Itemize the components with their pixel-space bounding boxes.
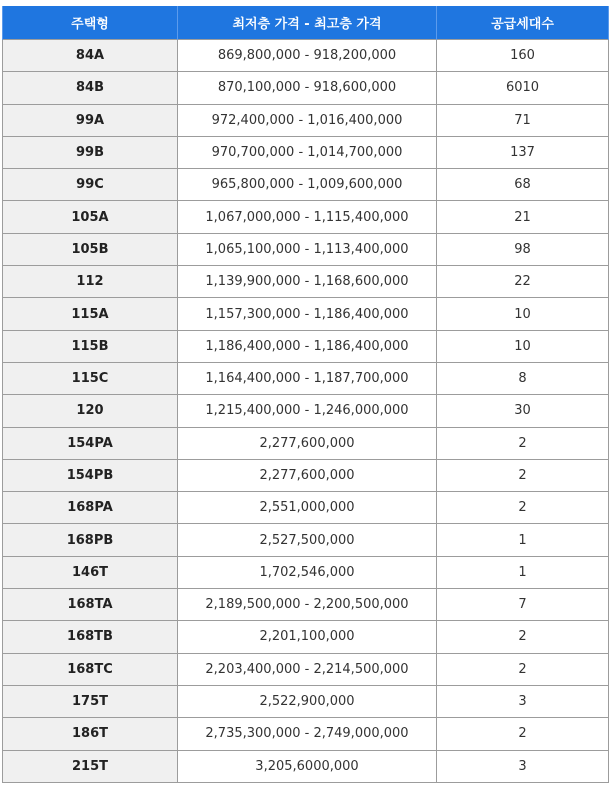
type-cell: 146T (3, 556, 178, 588)
table-row (3, 201, 609, 233)
units-cell: 160 (437, 40, 609, 72)
price-cell: 869,800,000 - 918,200,000 (178, 40, 437, 72)
units-cell: 2 (437, 621, 609, 653)
units-cell: 10 (437, 298, 609, 330)
table-row (3, 459, 609, 491)
table-body (3, 40, 609, 783)
price-cell: 1,157,300,000 - 1,186,400,000 (178, 298, 437, 330)
table-row (3, 40, 609, 72)
table-row (3, 589, 609, 621)
price-cell: 2,277,600,000 (178, 459, 437, 491)
type-cell: 154PA (3, 427, 178, 459)
units-cell: 7 (437, 589, 609, 621)
units-cell: 68 (437, 169, 609, 201)
table-row (3, 104, 609, 136)
price-cell: 1,065,100,000 - 1,113,400,000 (178, 233, 437, 265)
price-cell: 2,277,600,000 (178, 427, 437, 459)
price-cell: 1,702,546,000 (178, 556, 437, 588)
type-cell: 105B (3, 233, 178, 265)
price-cell: 1,215,400,000 - 1,246,000,000 (178, 395, 437, 427)
header-type: 주택형 (3, 6, 178, 40)
table-row (3, 492, 609, 524)
units-cell: 8 (437, 362, 609, 394)
price-cell: 970,700,000 - 1,014,700,000 (178, 136, 437, 168)
units-cell: 137 (437, 136, 609, 168)
price-table (2, 6, 609, 783)
table-row (3, 136, 609, 168)
table-row (3, 298, 609, 330)
price-cell: 1,164,400,000 - 1,187,700,000 (178, 362, 437, 394)
header-supply-units: 공급세대수 (437, 6, 609, 40)
table-row (3, 72, 609, 104)
table-row (3, 233, 609, 265)
type-cell: 99C (3, 169, 178, 201)
type-cell: 115C (3, 362, 178, 394)
units-cell: 21 (437, 201, 609, 233)
table-row (3, 266, 609, 298)
units-cell: 2 (437, 427, 609, 459)
type-cell: 168TC (3, 653, 178, 685)
type-cell: 112 (3, 266, 178, 298)
table-row (3, 395, 609, 427)
table-row (3, 718, 609, 750)
table-row (3, 427, 609, 459)
type-cell: 99B (3, 136, 178, 168)
units-cell: 2 (437, 653, 609, 685)
price-cell: 2,189,500,000 - 2,200,500,000 (178, 589, 437, 621)
type-cell: 115A (3, 298, 178, 330)
type-cell: 168TB (3, 621, 178, 653)
units-cell: 30 (437, 395, 609, 427)
price-cell: 2,203,400,000 - 2,214,500,000 (178, 653, 437, 685)
price-cell: 972,400,000 - 1,016,400,000 (178, 104, 437, 136)
units-cell: 3 (437, 750, 609, 782)
type-cell: 115B (3, 330, 178, 362)
units-cell: 1 (437, 556, 609, 588)
type-cell: 168TA (3, 589, 178, 621)
units-cell: 6010 (437, 72, 609, 104)
type-cell: 105A (3, 201, 178, 233)
header-price-range: 최저층 가격 - 최고층 가격 (178, 6, 437, 40)
table-row (3, 621, 609, 653)
table-row (3, 685, 609, 717)
units-cell: 10 (437, 330, 609, 362)
units-cell: 98 (437, 233, 609, 265)
price-cell: 2,522,900,000 (178, 685, 437, 717)
units-cell: 22 (437, 266, 609, 298)
units-cell: 71 (437, 104, 609, 136)
type-cell: 175T (3, 685, 178, 717)
price-cell: 1,067,000,000 - 1,115,400,000 (178, 201, 437, 233)
units-cell: 3 (437, 685, 609, 717)
price-cell: 2,735,300,000 - 2,749,000,000 (178, 718, 437, 750)
price-cell: 2,201,100,000 (178, 621, 437, 653)
type-cell: 84B (3, 72, 178, 104)
type-cell: 168PA (3, 492, 178, 524)
units-cell: 1 (437, 524, 609, 556)
table-header-row (3, 6, 609, 40)
table-row (3, 169, 609, 201)
type-cell: 154PB (3, 459, 178, 491)
table-row (3, 750, 609, 782)
price-cell: 965,800,000 - 1,009,600,000 (178, 169, 437, 201)
type-cell: 215T (3, 750, 178, 782)
type-cell: 186T (3, 718, 178, 750)
type-cell: 168PB (3, 524, 178, 556)
table-row (3, 362, 609, 394)
type-cell: 120 (3, 395, 178, 427)
price-cell: 3,205,6000,000 (178, 750, 437, 782)
units-cell: 2 (437, 492, 609, 524)
units-cell: 2 (437, 718, 609, 750)
table-row (3, 556, 609, 588)
table-row (3, 524, 609, 556)
price-cell: 2,527,500,000 (178, 524, 437, 556)
price-cell: 1,139,900,000 - 1,168,600,000 (178, 266, 437, 298)
type-cell: 99A (3, 104, 178, 136)
type-cell: 84A (3, 40, 178, 72)
table-row (3, 653, 609, 685)
units-cell: 2 (437, 459, 609, 491)
table-row (3, 330, 609, 362)
price-cell: 870,100,000 - 918,600,000 (178, 72, 437, 104)
price-cell: 2,551,000,000 (178, 492, 437, 524)
price-cell: 1,186,400,000 - 1,186,400,000 (178, 330, 437, 362)
